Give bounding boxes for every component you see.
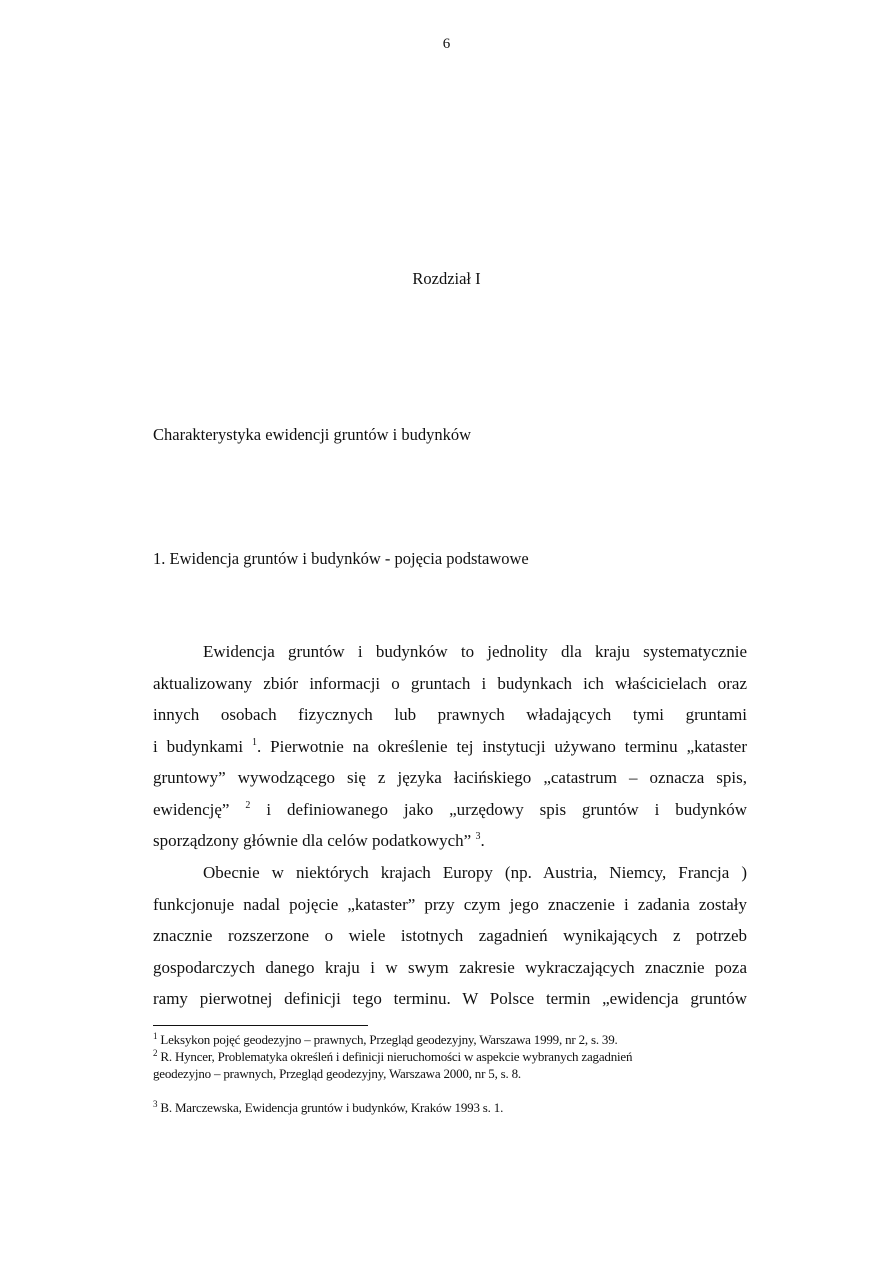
text-line: ramy pierwotnej definicji tego terminu. W Polsce termin „ewidencja gruntów — [153, 989, 747, 1008]
footnote-1 — [153, 1031, 747, 1048]
footnote-number: 3 — [153, 1099, 158, 1109]
text-line: gruntowy” wywodzącego się z języka łacińskiego „catastrum – oznacza spis, — [153, 768, 747, 787]
text-segment: i definiowanego jako „urzędowy spis gruntów i budynków — [266, 799, 748, 819]
text-segment: . — [480, 831, 485, 850]
chapter-heading: Rozdział I — [412, 269, 481, 288]
text-line — [153, 794, 747, 826]
text-segment: sporządzony głównie dla celów podatkowych” — [153, 831, 472, 850]
text-line: aktualizowany zbiór informacji o gruntach i budynkach ich właścicielach oraz — [153, 673, 747, 693]
chapter-title: Charakterystyka ewidencji gruntów i budynków — [153, 425, 472, 444]
footnote-ref-2: 2 — [245, 799, 251, 811]
paragraph-2 — [153, 857, 747, 1015]
footnote-3 — [153, 1099, 747, 1116]
text-line: Ewidencja gruntów i budynków to jednolity dla kraju systematycznie — [203, 642, 747, 661]
text-line: innych osobach fizycznych lub prawnych władających tymi gruntami — [153, 705, 747, 724]
text-line: znacznie rozszerzone o wiele istotnych zagadnień wynikających z potrzeb — [153, 926, 747, 945]
footnote-line — [153, 1048, 747, 1065]
footnote-number: 2 — [153, 1048, 158, 1058]
footnote-ref-3: 3 — [475, 831, 481, 842]
text-line: Obecnie w niektórych krajach Europy (np. Austria, Niemcy, Francja ) — [203, 863, 747, 882]
section-title: 1. Ewidencja gruntów i budynków - pojęcia podstawowe — [153, 549, 529, 568]
footnote-line — [153, 1099, 747, 1116]
footnote-text: B. Marczewska, Ewidencja gruntów i budynków, Kraków 1993 s. 1. — [160, 1100, 504, 1115]
text-line — [153, 825, 747, 857]
text-line: gospodarczych danego kraju i w swym zakresie wykraczających znacznie poza — [153, 957, 747, 977]
text-segment: i budynkami — [153, 736, 244, 756]
footnote-separator — [153, 1025, 368, 1026]
text-line — [153, 731, 747, 763]
footnote-text: Leksykon pojęć geodezyjno – prawnych, Przegląd geodezyjny, Warszawa 1999, nr 2, s. 39. — [160, 1032, 618, 1047]
page-number: 6 — [442, 36, 451, 52]
paragraph-1 — [153, 636, 747, 857]
text-segment: ewidencję” — [153, 799, 230, 819]
footnote-text: R. Hyncer, Problematyka określeń i definicji nieruchomości w aspekcie wybranych zagadnień — [160, 1049, 633, 1064]
text-segment: . Pierwotnie na określenie tej instytucji używano terminu „kataster — [257, 736, 747, 756]
footnote-2 — [153, 1048, 747, 1082]
footnote-line: geodezyjno – prawnych, Przegląd geodezyjny, Warszawa 2000, nr 5, s. 8. — [153, 1066, 521, 1081]
footnote-line — [153, 1031, 747, 1048]
footnote-number: 1 — [153, 1031, 158, 1041]
footnote-ref-1: 1 — [252, 736, 258, 748]
text-line: funkcjonuje nadal pojęcie „kataster” przy czym jego znaczenie i zadania zostały — [153, 894, 747, 914]
